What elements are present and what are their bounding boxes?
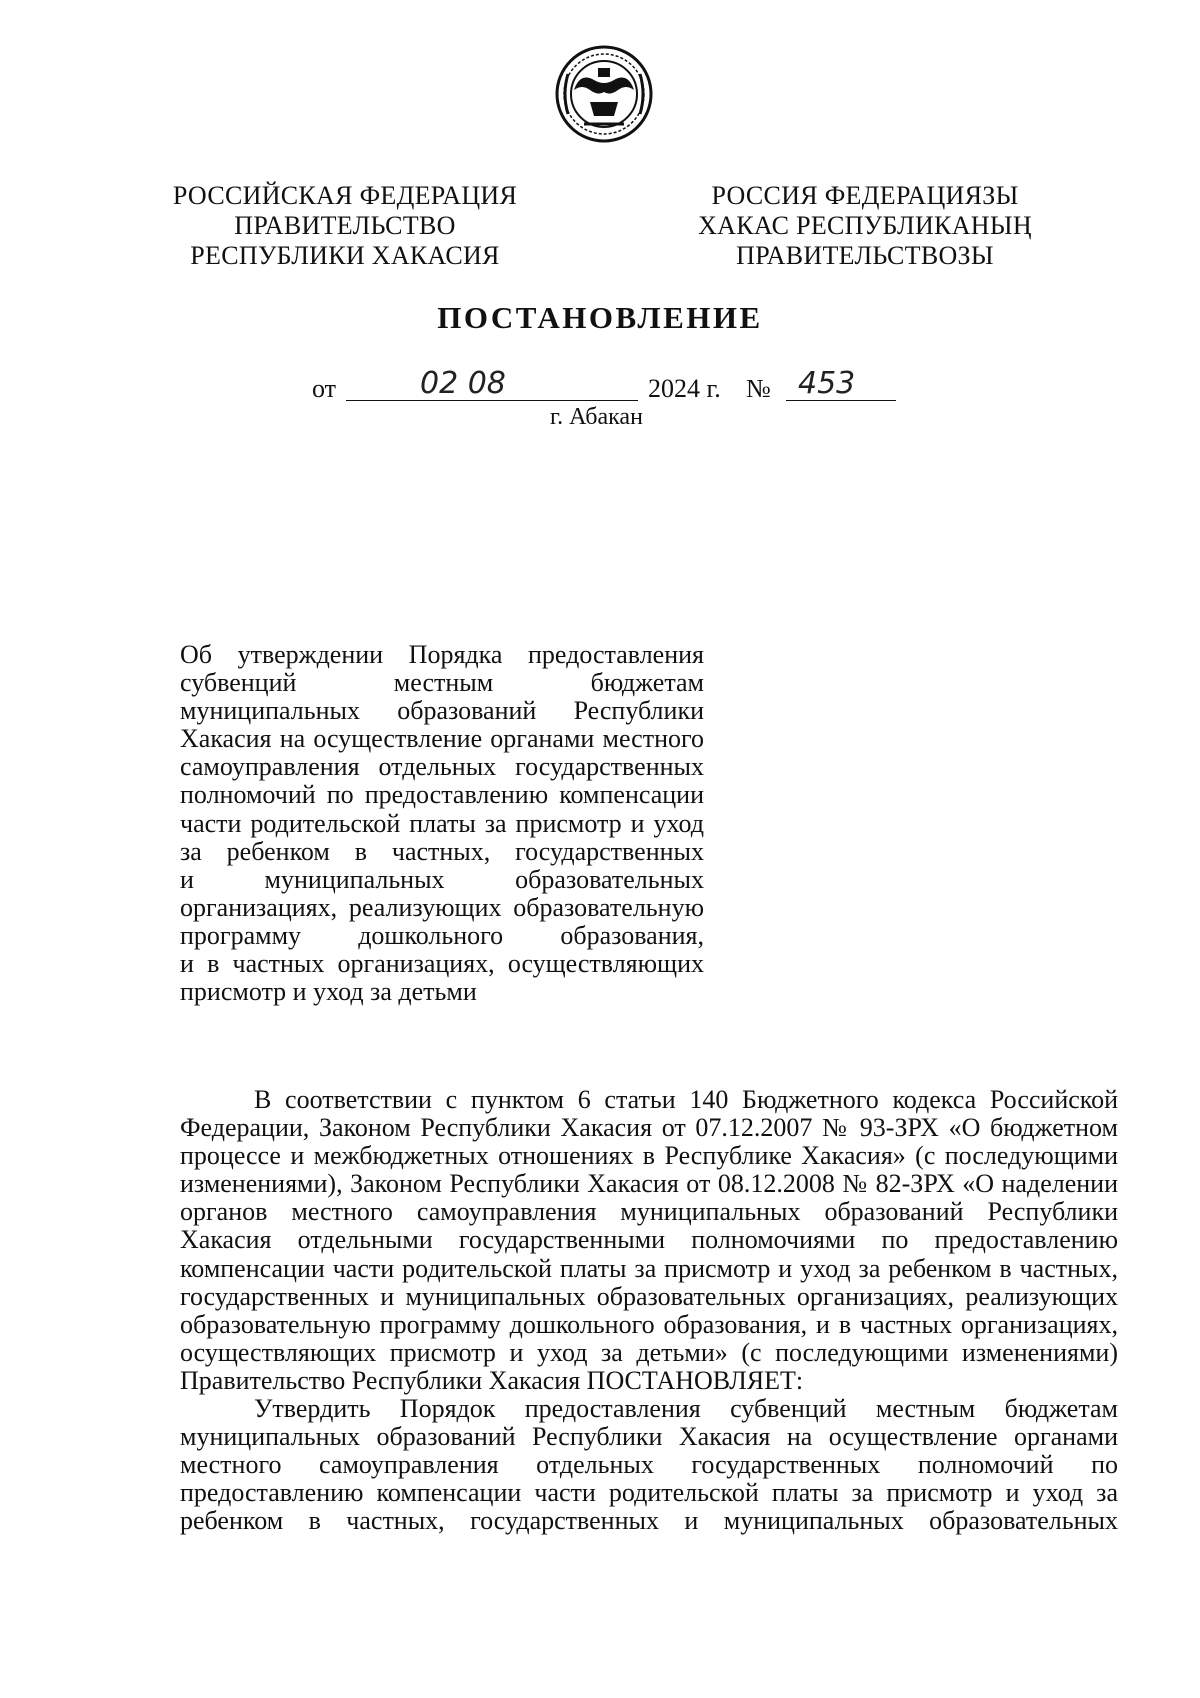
subject-line: организациях, реализующих образовательную [180, 892, 704, 922]
republic-of-khakassia-emblem-icon [554, 44, 654, 144]
paragraph-line: Правительство Республики Хакасия ПОСТАНОВЛЯЕТ: [180, 1365, 804, 1395]
header-line: РЕСПУБЛИКИ ХАКАСИЯ [190, 241, 500, 270]
subject-block [180, 641, 704, 1006]
header-line: РОССИЯ ФЕДЕРАЦИЯЗЫ [711, 181, 1019, 210]
document-title: ПОСТАНОВЛЕНИЕ [437, 300, 763, 335]
subject-line: за ребенком в частных, государственных [180, 836, 704, 866]
subject-line: Хакасия на осуществление органами местного [180, 724, 704, 754]
paragraph-line: Федерации, Законом Республики Хакасия от 07.12.2007 № 93-ЗРХ «О бюджетном [180, 1113, 1118, 1143]
paragraph-line: компенсации части родительской платы за присмотр и уход за ребенком в частных, [180, 1253, 1118, 1283]
subject-line: и в частных организациях, осуществляющих [180, 949, 704, 979]
number-label: № [746, 374, 771, 403]
subject-line: Об утверждении Порядка предоставления [180, 640, 704, 669]
header-khakas [680, 181, 1050, 271]
paragraph-line: предоставлению компенсации части родительской платы за присмотр и уход за [180, 1478, 1118, 1508]
paragraph-line: В соответствии с пунктом 6 статьи 140 Бюджетного кодекса Российской [254, 1085, 1118, 1114]
header-line: ПРАВИТЕЛЬСТВОЗЫ [736, 241, 994, 270]
paragraph-line: ребенком в частных, государственных и муниципальных образовательных [180, 1506, 1118, 1536]
subject-line: программу дошкольного образования, [180, 920, 704, 950]
paragraph-resolution [180, 1395, 1118, 1535]
subject-line: и муниципальных образовательных [180, 864, 704, 894]
paragraph-line: изменениями), Законом Республики Хакасия от 08.12.2008 № 82-ЗРХ «О наделении [180, 1169, 1118, 1199]
paragraph-line: осуществляющих присмотр и уход за детьми» (с последующими изменениями) [180, 1337, 1118, 1367]
from-label: от [312, 374, 337, 403]
paragraph-line: государственных и муниципальных образовательных организациях, реализующих [180, 1281, 1118, 1311]
paragraph-line: Хакасия отдельными государственными полномочиями по предоставлению [180, 1225, 1118, 1255]
year-label: 2024 г. [648, 374, 721, 403]
paragraph-line: муниципальных образований Республики Хакасия на осуществление органами [180, 1422, 1118, 1452]
paragraph-line: местного самоуправления отдельных государственных полномочий по [180, 1450, 1118, 1480]
subject-line: полномочий по предоставлению компенсации [180, 780, 704, 810]
header-line: ХАКАС РЕСПУБЛИКАНЫҢ [698, 211, 1032, 240]
handwritten-date: 02 08 [420, 366, 506, 401]
header-line: ПРАВИТЕЛЬСТВО [234, 211, 456, 240]
paragraph-preamble [180, 1086, 1118, 1395]
subject-line: части родительской платы за присмотр и уход [180, 808, 704, 838]
subject-line: присмотр и уход за детьми [180, 977, 477, 1007]
paragraph-line: органов местного самоуправления муниципальных образований Республики [180, 1197, 1118, 1227]
header-russian [160, 181, 530, 271]
subject-line: муниципальных образований Республики [180, 696, 704, 726]
header-line: РОССИЙСКАЯ ФЕДЕРАЦИЯ [172, 181, 518, 210]
paragraph-line: Утвердить Порядок предоставления субвенций местным бюджетам [254, 1394, 1118, 1423]
city: г. Абакан [550, 404, 643, 430]
paragraph-line: образовательную программу дошкольного образования, и в частных организациях, [180, 1309, 1118, 1339]
subject-line: субвенций местным бюджетам [180, 668, 704, 698]
subject-line: самоуправления отдельных государственных [180, 752, 704, 782]
paragraph-line: процессе и межбюджетных отношениях в Республике Хакасия» (с последующими [180, 1141, 1118, 1171]
handwritten-number: 453 [798, 366, 856, 401]
